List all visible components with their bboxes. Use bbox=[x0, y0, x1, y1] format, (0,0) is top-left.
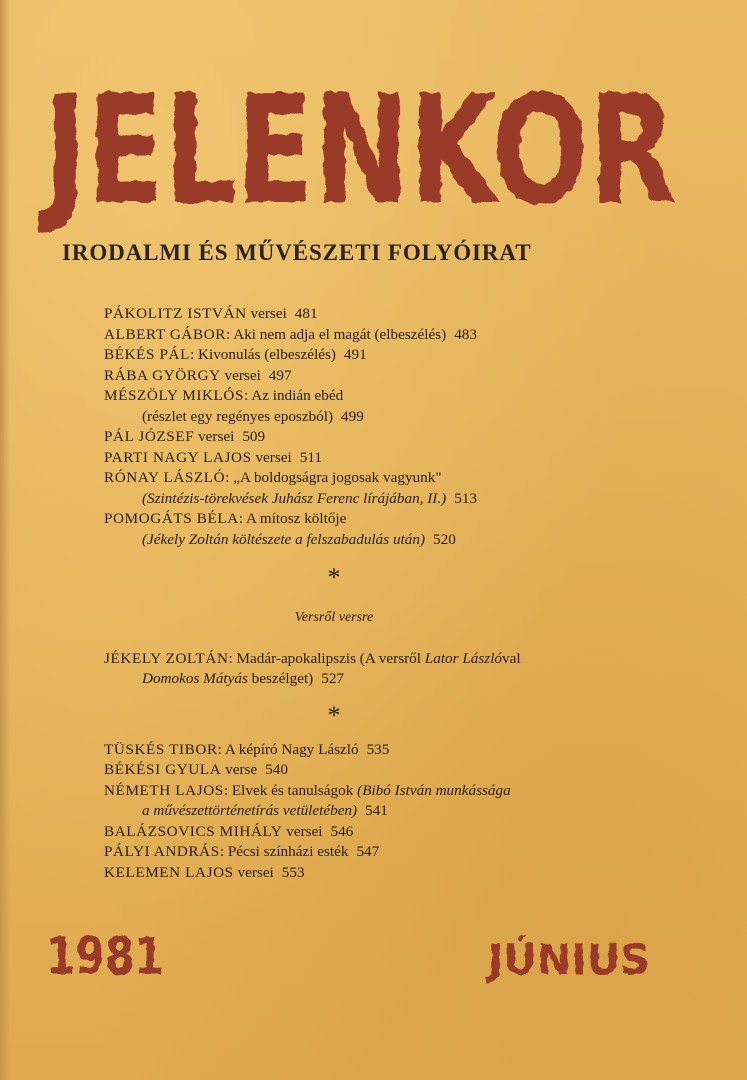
toc-page-number: 553 bbox=[281, 863, 305, 881]
toc-entry bbox=[104, 468, 704, 509]
toc-author: JÉKELY ZOLTÁN bbox=[104, 649, 229, 667]
toc-entry bbox=[104, 448, 704, 469]
toc-author: TÜSKÉS TIBOR bbox=[104, 740, 218, 758]
toc-block-main bbox=[104, 304, 704, 550]
issue-year-text: 1981 bbox=[46, 927, 164, 987]
toc-title: versei bbox=[220, 366, 261, 384]
toc-title: : „A boldogságra jogosak vagyunk" bbox=[225, 469, 442, 486]
toc-entry bbox=[104, 386, 704, 427]
toc-title: : Elvek és tanulságok bbox=[223, 781, 358, 799]
toc-title-italic: (Bibó István munkássága bbox=[357, 781, 511, 799]
toc-title: : Az indián ebéd bbox=[244, 387, 344, 404]
toc-author: POMOGÁTS BÉLA bbox=[104, 510, 239, 527]
toc-title: versei bbox=[194, 428, 235, 445]
issue-month-stencil bbox=[484, 935, 654, 984]
toc-author: BÉKÉS PÁL bbox=[104, 346, 190, 363]
toc-page-number: 520 bbox=[433, 530, 456, 548]
toc-author: BALÁZSOVICS MIHÁLY bbox=[104, 822, 283, 840]
toc-block-essays bbox=[104, 740, 704, 884]
toc-page-number: 509 bbox=[242, 428, 266, 445]
toc-title-suffix: val bbox=[502, 649, 521, 667]
toc-author: KELEMEN LAJOS bbox=[104, 863, 234, 881]
toc-page-number: 511 bbox=[299, 448, 322, 466]
issue-month-text: JÚNIUS bbox=[488, 935, 653, 984]
toc-entry bbox=[104, 760, 704, 781]
toc-author: BÉKÉSI GYULA bbox=[104, 761, 222, 778]
toc-page-number: 541 bbox=[365, 802, 388, 819]
toc-title: : A képíró Nagy László bbox=[217, 740, 359, 758]
cover-edge-shadow bbox=[0, 0, 10, 1080]
toc-title: versei bbox=[251, 448, 292, 466]
separator-star: * bbox=[327, 700, 341, 730]
toc-interviewer: Lator László bbox=[424, 649, 503, 667]
toc-title: versei bbox=[233, 863, 274, 881]
toc-entry bbox=[104, 509, 704, 550]
toc-title: : Pécsi színházi esték bbox=[219, 843, 349, 860]
toc-page-number: 513 bbox=[454, 489, 478, 507]
toc-entry bbox=[104, 366, 704, 387]
toc-title-end: beszélget) bbox=[247, 670, 314, 687]
toc-page-number: 497 bbox=[268, 366, 292, 384]
toc-title: : Kivonulás (elbeszélés) bbox=[190, 346, 336, 363]
issue-month bbox=[484, 935, 654, 984]
toc-title: versei bbox=[246, 305, 287, 322]
toc-entry-line2 bbox=[104, 801, 704, 822]
toc-entry bbox=[104, 822, 704, 843]
toc-entry-line2 bbox=[104, 530, 704, 551]
toc-title: : Aki nem adja el magát (elbeszélés) bbox=[226, 325, 447, 343]
toc-page-number: 527 bbox=[321, 670, 345, 687]
masthead bbox=[37, 62, 680, 238]
toc-entry bbox=[104, 345, 704, 366]
toc-page-number: 540 bbox=[265, 761, 288, 778]
toc-entry bbox=[104, 740, 704, 761]
toc-author: ALBERT GÁBOR bbox=[104, 325, 227, 343]
toc-entry bbox=[104, 842, 704, 863]
toc-title: : Madár-apokalipszis (A versről bbox=[228, 649, 425, 667]
toc-page-number: 546 bbox=[330, 822, 354, 840]
toc-interviewer: Domokos Mátyás bbox=[142, 670, 248, 687]
toc-entry bbox=[104, 649, 704, 690]
masthead-subtitle: IRODALMI ÉS MŰVÉSZETI FOLYÓIRAT bbox=[62, 240, 532, 265]
toc-subtitle: (részlet egy regényes eposzból) bbox=[142, 407, 334, 425]
toc-page-number: 535 bbox=[366, 740, 390, 758]
separator-star: * bbox=[327, 563, 341, 592]
toc-entry-line2 bbox=[104, 669, 704, 690]
toc-author: PÁKOLITZ ISTVÁN bbox=[104, 305, 247, 322]
issue-year bbox=[40, 927, 170, 987]
toc-entry-line2 bbox=[104, 489, 704, 510]
toc-entry bbox=[104, 863, 704, 884]
toc-author: NÉMETH LAJOS bbox=[104, 781, 224, 799]
toc-page-number: 483 bbox=[454, 325, 477, 343]
toc-author: PÁLYI ANDRÁS bbox=[104, 843, 220, 860]
toc-author: PÁL JÓZSEF bbox=[104, 428, 195, 445]
toc-title: : A mítosz költője bbox=[238, 510, 347, 527]
toc-page-number: 481 bbox=[294, 305, 318, 322]
toc-subtitle: (Jékely Zoltán költészete a felszabadulás után) bbox=[142, 530, 426, 548]
issue-year-stencil bbox=[40, 927, 170, 987]
toc-entry-line2 bbox=[104, 407, 704, 428]
table-of-contents bbox=[104, 304, 704, 883]
toc-page-number: 547 bbox=[356, 843, 380, 860]
toc-subtitle: a művészettörténetírás vetületében) bbox=[142, 802, 358, 819]
toc-title: versei bbox=[282, 822, 323, 840]
toc-entry bbox=[104, 325, 704, 346]
toc-title: verse bbox=[221, 761, 258, 778]
toc-author: RÓNAY LÁSZLÓ bbox=[104, 469, 226, 486]
masthead-logo bbox=[37, 62, 680, 238]
section-label: Versről versre bbox=[294, 610, 374, 625]
toc-page-number: 491 bbox=[343, 346, 367, 363]
toc-author: MÉSZÖLY MIKLÓS bbox=[104, 387, 245, 404]
toc-subtitle: (Szintézis-törekvések Juhász Ferenc lírájában, II.) bbox=[142, 489, 447, 507]
toc-page-number: 499 bbox=[341, 407, 364, 425]
toc-entry bbox=[104, 781, 704, 822]
masthead-title: JELENKOR bbox=[37, 64, 676, 238]
toc-author: PARTI NAGY LAJOS bbox=[104, 448, 252, 466]
toc-entry bbox=[104, 427, 704, 448]
toc-entry bbox=[104, 304, 704, 325]
toc-author: RÁBA GYÖRGY bbox=[104, 366, 221, 384]
